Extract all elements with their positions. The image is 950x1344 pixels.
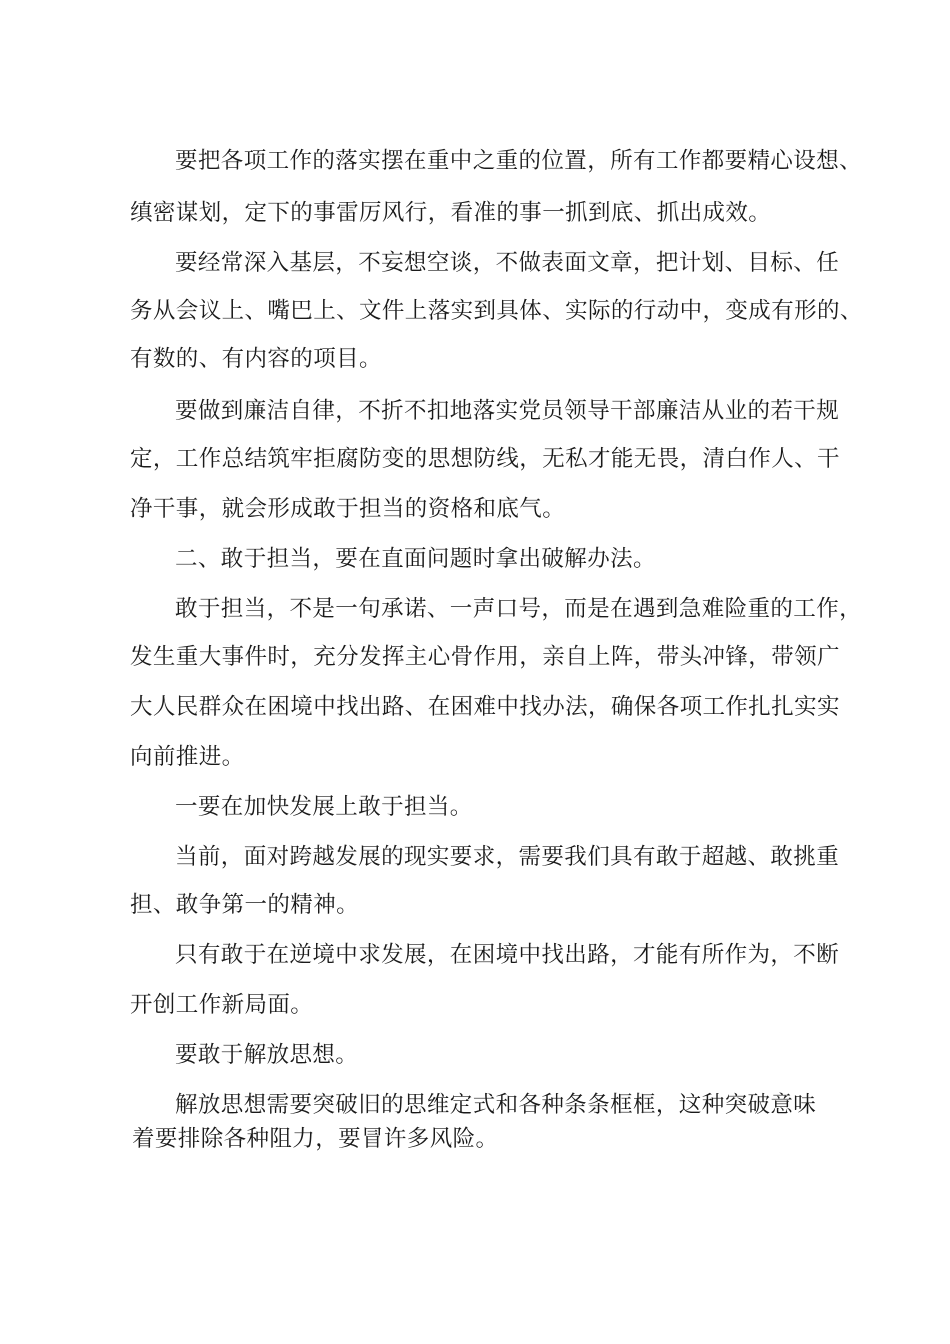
sub-heading: 一要在加快发展上敢于担当。	[175, 794, 473, 820]
text-line: 当前，面对跨越发展的现实要求，需要我们具有敢于超越、敢挑重	[175, 844, 840, 870]
text-line: 只有敢于在逆境中求发展，在困境中找出路，才能有所作为，不断	[175, 942, 840, 968]
text-line: 务从会议上、嘴巴上、文件上落实到具体、实际的行动中，变成有形的、	[130, 298, 863, 324]
text-line: 有数的、有内容的项目。	[130, 346, 382, 372]
text-line: 解放思想需要突破旧的思维定式和各种条条框框，这种突破意味	[175, 1092, 817, 1118]
text-line: 要做到廉洁自律，不折不扣地落实党员领导干部廉洁从业的若干规	[175, 398, 840, 424]
text-line: 发生重大事件时，充分发挥主心骨作用，亲自上阵，带头冲锋，带领广	[130, 644, 840, 670]
text-line: 担、敢争第一的精神。	[130, 892, 360, 918]
text-line: 向前推进。	[130, 744, 245, 770]
text-line: 要把各项工作的落实摆在重中之重的位置，所有工作都要精心设想、	[175, 148, 863, 174]
sub-heading: 要敢于解放思想。	[175, 1042, 359, 1068]
text-line: 净干事，就会形成敢于担当的资格和底气。	[130, 496, 566, 522]
text-line: 要经常深入基层，不妄想空谈，不做表面文章，把计划、目标、任	[175, 250, 840, 276]
text-line: 大人民群众在困境中找出路、在困难中找办法，确保各项工作扎扎实实	[130, 694, 840, 720]
text-line: 敢于担当，不是一句承诺、一声口号，而是在遇到急难险重的工作，	[175, 596, 863, 622]
section-heading: 二、敢于担当，要在直面问题时拿出破解办法。	[175, 546, 656, 572]
text-line: 着要排除各种阻力，要冒许多风险。	[132, 1126, 499, 1152]
text-line: 开创工作新局面。	[130, 992, 314, 1018]
text-line: 定，工作总结筑牢拒腐防变的思想防线，无私才能无畏，清白作人、干	[130, 446, 840, 472]
text-line: 缜密谋划，定下的事雷厉风行，看准的事一抓到底、抓出成效。	[130, 200, 772, 226]
